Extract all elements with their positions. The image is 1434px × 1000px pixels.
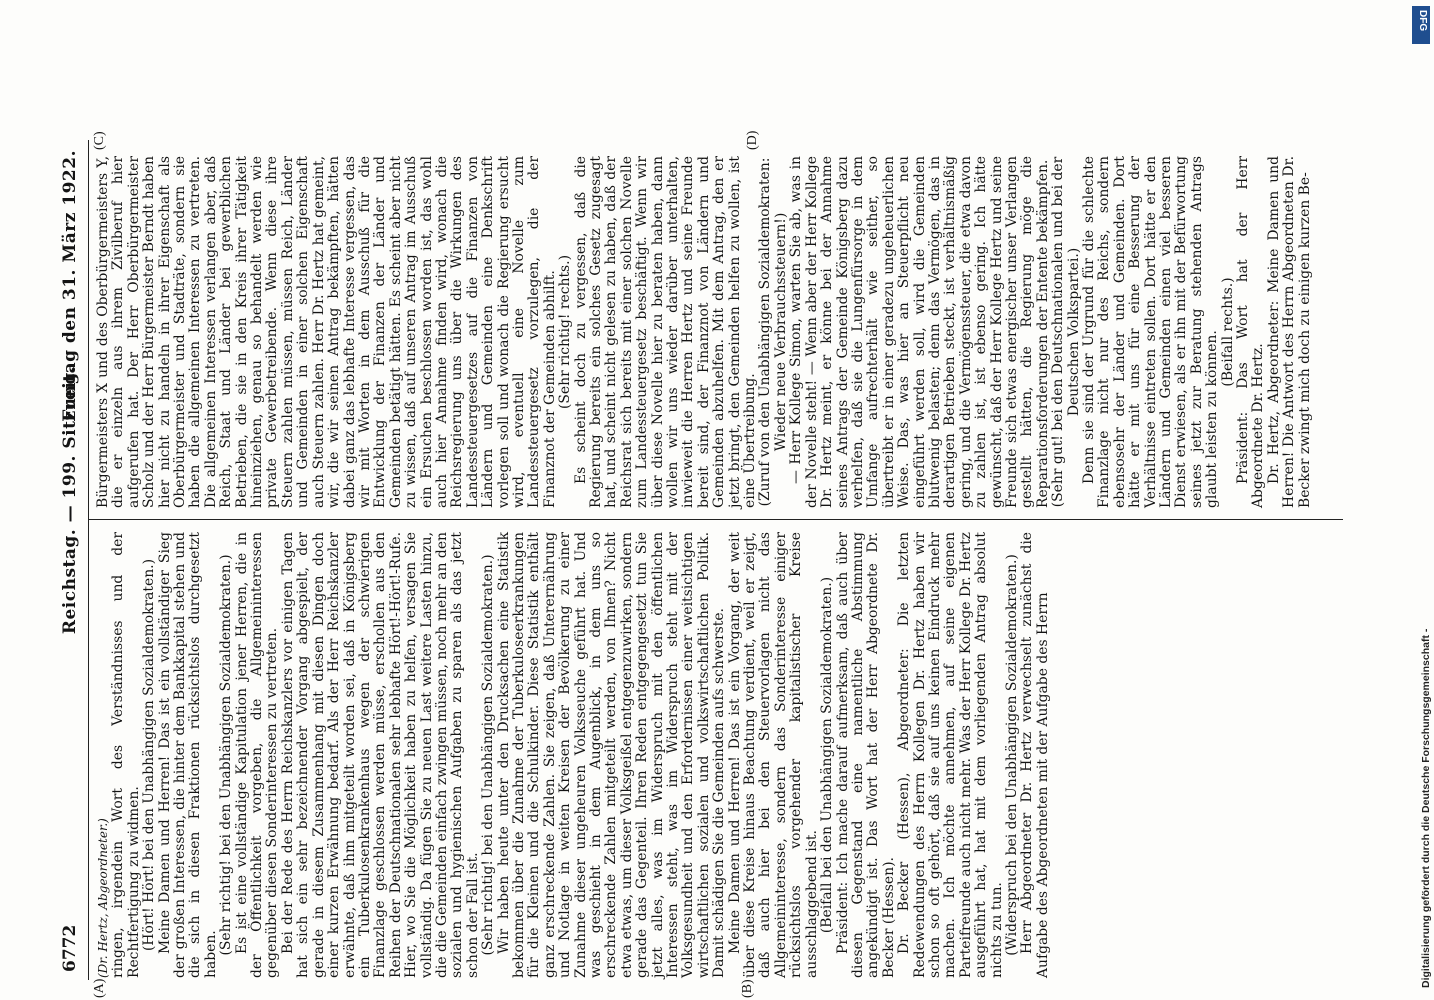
left-column-paragraph: Bei der Rede des Herrn Reichskanzlers vor einigen Tagen hat sich ein sehr bezeichnender Vorgang abgespielt, der gerade in diesem Zusammenhang mit diesen Dingen doch einer kurzen Erwähnung bedarf. Als der Herr Reichskanzler erwähnte, daß ihm mitgeteilt worden sei, daß in Königsberg ein Tuberkulosenkrankenhaus wegen der schwierigen Finanzlage geschlossen werden müsse, erschollen aus den Reihen der Deutschnationalen sehr lebhafte Hört!-Hört!-Rufe. Hier, wo Sie die Möglichkeit haben zu helfen, versagen Sie vollständig. Da fügen Sie zu neuen Last weitere Lasten hinzu, die die Gemeinden einfach zwingen müssen, noch mehr an den sozialen und hygienischen Aufgaben zu sparen als das jetzt schon der Fall ist. bbox=[279, 532, 481, 978]
credit-text: Digitalisierung gefördert durch die Deutsche Forschungsgemeinschaft - bbox=[1420, 628, 1432, 988]
dfg-logo bbox=[1412, 6, 1430, 44]
right-column-paragraph: (Zuruf von den Unabhängigen Sozialdemokraten: Wieder neue Verbrauchssteuern!) bbox=[757, 157, 789, 507]
dfg-logo-text: DFG bbox=[1417, 10, 1428, 32]
column-divider bbox=[88, 519, 1343, 520]
header-rule bbox=[88, 140, 89, 980]
page-number: 6772 bbox=[60, 924, 80, 972]
right-column-paragraph: — Herr Kollege Simon, warten Sie ab, was in der Novelle steht! — Wenn aber der Herr Kollege Dr. Hertz meint, er könne bei der Annahme seines Antrags der Gemeinde Königsberg dazu verhelfen, daß sie die Lungenfürsorge in dem Umfange aufrechterhält wie seither, so übertreibt er in einer geradezu ungeheuerlichen Weise. Das, was hier an Steuerpflicht neu eingeführt werden soll, wird die Gemeinden blutwenig belasten; denn das Vermögen, das in derartigen Betrieben steckt, ist verhältnismäßig gering, und die Vermögenssteuer, die etwa davon zu zahlen ist, ist ebenso gering. Ich hätte gewünscht, daß der Herr Kollege Hertz und seine Freunde sich etwas energischer unser Verlangen gestellt hätten, die Regierung möge die Reparationsforderungen der Entente bekämpfen. bbox=[788, 156, 1051, 508]
left-column-paragraph: Dr. Becker (Hessen), Abgeordneter: Die letzten Redewendungen des Herrn Kollegen Dr. Hertz haben wir schon so oft gehört, daß sie auf uns keinen Eindruck mehr machen. Ich möchte annehmen, auf seine eigenen Parteifreunde auch nicht mehr. Was der Herr Kollege Dr. Hertz ausgeführt hat, hat mit dem vorliegenden Antrag absolut nichts zu tun. bbox=[896, 532, 1005, 978]
page-title: Reichstag. — 199. Sitzung. bbox=[60, 365, 80, 635]
left-column-paragraph: (Beifall bei den Unabhängigen Sozialdemokraten.) bbox=[819, 576, 836, 934]
session-date: Freitag den 31. März 1922. bbox=[60, 150, 80, 422]
left-column-paragraph: Es ist eine vollständige Kapitulation jener Herren, die in der Öffentlichkeit vorgeben, die Allgemeininteressen gegenüber diesen Sonderinteressen zu vertreten. bbox=[233, 532, 281, 978]
left-column-paragraph: Meine Damen und Herren! Das ist ein Vorgang, der weit über diese Kreise hinaus Beachtung verdient, weil er zeigt, daß auch hier bei den Steuervorlagen nicht das Allgemeininteresse, sondern das Sonderinteresse einiger rücksichtslos vorgehender kapitalistischer Kreise ausschlaggebend ist. bbox=[726, 532, 820, 978]
margin-mark-d: (D) bbox=[745, 130, 760, 150]
text-column-left bbox=[96, 532, 1051, 978]
right-column-paragraph: Es scheint doch zu vergessen, daß die Regierung bereits ein solches Gesetz zugesagt hat, und scheint nicht gelesen zu haben, daß der Reichsrat sich bereits mit einer solchen Novelle zum Landessteuergesetz beschäftigt. Wenn wir über diese Novelle hier zu beraten haben, dann wollen wir uns wieder darüber unterhalten, inwieweit die Herren Hertz und seine Freunde bereit sind, der Finanznot von Ländern und Gemeinden abzuhelfen. Mit dem Antrag, den er jetzt bringt, den Gemeinden helfen zu wollen, ist eine Übertreibung. bbox=[572, 156, 759, 508]
digitization-credit bbox=[1408, 0, 1432, 1000]
margin-mark-b: (B) bbox=[740, 979, 755, 998]
left-column-paragraph: (Widerspruch bei den Unabhängigen Sozialdemokraten.) bbox=[1003, 554, 1020, 956]
right-column-paragraph: (Sehr gut! bei den Deutschnationalen und bei der Deutschen Volkspartei.) bbox=[1050, 156, 1082, 508]
right-column-paragraph: Präsident: Das Wort hat der Herr Abgeordnete Dr. Hertz. bbox=[1235, 156, 1267, 508]
left-column-paragraph: (Sehr richtig! bei den Unabhängigen Sozialdemokraten.) bbox=[480, 554, 497, 956]
left-column-paragraph: Wir haben heute unter den Drucksachen eine Statistik bekommen über die Zunahme der Tuberkuloseerkrankungen für die Kleinen und die Schulkinder. Diese Statistik enthält ganz erschreckende Zahlen. Sie zeigen, daß Unterernährung und Notlage in weiten Kreisen der Bevölkerung zu einer Zunahme dieser ungeheuren Volksseuche geführt hat. Und was geschieht in dem Augenblick, in dem uns so erschreckende Zahlen mitgeteilt werden, von Ihnen? Nicht etwa etwas, um dieser Volksgeißel entgegenzuwirken, sondern gerade das Gegenteil. Ihren Reden entgegengesetzt tun Sie jetzt alles, was im Widerspruch mit den öffentlichen Interessen steht, was im Widerspruch steht mit der Volksgesundheit und den Erfordernissen einer weitsichtigen wirtschaftlichen sozialen und volkswirtschaftlichen Politik. Damit schädigen Sie die Gemeinden aufs schwerste. bbox=[495, 532, 728, 978]
left-column-paragraph: (Dr. Hertz, Abgeordneter.) bbox=[96, 818, 110, 978]
left-column-paragraph: Herr Abgeordneter Dr. Hertz verwechselt zunächst die Aufgabe des Abgeordneten mit der Aufgabe des Herrn bbox=[1019, 532, 1051, 978]
right-column-paragraph: Denn sie sind der Urgrund für die schlechte Finanzlage nicht nur des Reichs, sondern ebensosehr der Länder und Gemeinden. Dort hätte er mit uns für eine Besserung der Verhältnisse eintreten sollen. Dort hätte er den Ländern und Gemeinden einen viel besseren Dienst erwiesen, als er ihn mit der Befürwortung seines jetzt zur Beratung stehenden Antrags glaubt leisten zu können. bbox=[1081, 156, 1221, 508]
left-column-paragraph: ringen, irgendein Wort des Verständnisses und der Rechtfertigung zu widmen. bbox=[110, 532, 142, 978]
margin-mark-c: (C) bbox=[92, 131, 107, 150]
right-column-paragraph: (Sehr richtig! rechts.) bbox=[557, 255, 574, 410]
left-column-paragraph: Meine Damen und Herren! Das ist ein vollständiger Sieg der großen Interessen, die hinter dem Bankkapital stehen und die sich in diesen Fraktionen rücksichtslos durchgesetzt haben. bbox=[156, 532, 219, 978]
right-column-paragraph: Bürgermeisters X und des Oberbürgermeisters Y, die er einzeln aus ihrem Zivilberuf hier aufgerufen hat. Der Herr Oberbürgermeister Scholz und der Herr Bürgermeister Berndt haben hier nicht zu handeln in ihrer Eigenschaft als Oberbürgermeister und Stadträte, sondern sie haben die allgemeinen Interessen zu vertreten. Die allgemeinen Interessen verlangen aber, daß Reich, Staat und Länder bei gewerblichen Betrieben, die sie in den Kreis ihrer Tätigkeit hineinziehen, genau so behandelt werden wie private Gewerbetreibende. Wenn diese ihre Steuern zahlen müssen, müssen Reich, Länder und Gemeinden in einer solchen Eigenschaft auch Steuern zahlen. Herr Dr. Hertz hat gemeint, wir, die wir seinen Antrag bekämpften, hätten dabei ganz das lebhafte Interesse vergessen, das wir mit Worten in dem Ausschuß für die Entwicklung der Finanzen der Länder und Gemeinden betätigt hätten. Es scheint aber nicht zu wissen, daß auf unseren Antrag im Ausschuß ein Ersuchen beschlossen worden ist, das wohl auch hier Annahme finden wird, wonach die Reichsregierung uns über die Wirkungen des Landessteuergesetzes auf die Finanzen von Ländern und Gemeinden eine Denkschrift vorlegen soll und wonach die Regierung ersucht wird, eventuell eine Novelle zum Landessteuergesetz vorzulegen, die der Finanznot der Gemeinden abhilft. bbox=[95, 156, 558, 508]
margin-mark-a: (A) bbox=[92, 978, 107, 998]
text-column-right bbox=[96, 156, 1313, 508]
left-column-paragraph: (Hört! Hört! bei den Unabhängigen Sozialdemokraten.) bbox=[141, 559, 158, 951]
left-column-paragraph: (Sehr richtig! bei den Unabhängigen Sozialdemokraten.) bbox=[218, 554, 235, 956]
right-column-paragraph: (Beifall rechts.) bbox=[1219, 277, 1236, 387]
left-column-paragraph: Präsident: Ich mache darauf aufmerksam, daß auch über diesen Gegenstand eine namentliche Abstimmung angekündigt ist. Das Wort hat der Herr Abgeordnete Dr. Becker (Hessen). bbox=[834, 532, 897, 978]
right-column-paragraph: Dr. Hertz, Abgeordneter: Meine Damen und Herren! Die Antwort des Herrn Abgeordneten Dr. Becker zwingt mich doch zu einigen kurzen Be- bbox=[1265, 156, 1313, 508]
